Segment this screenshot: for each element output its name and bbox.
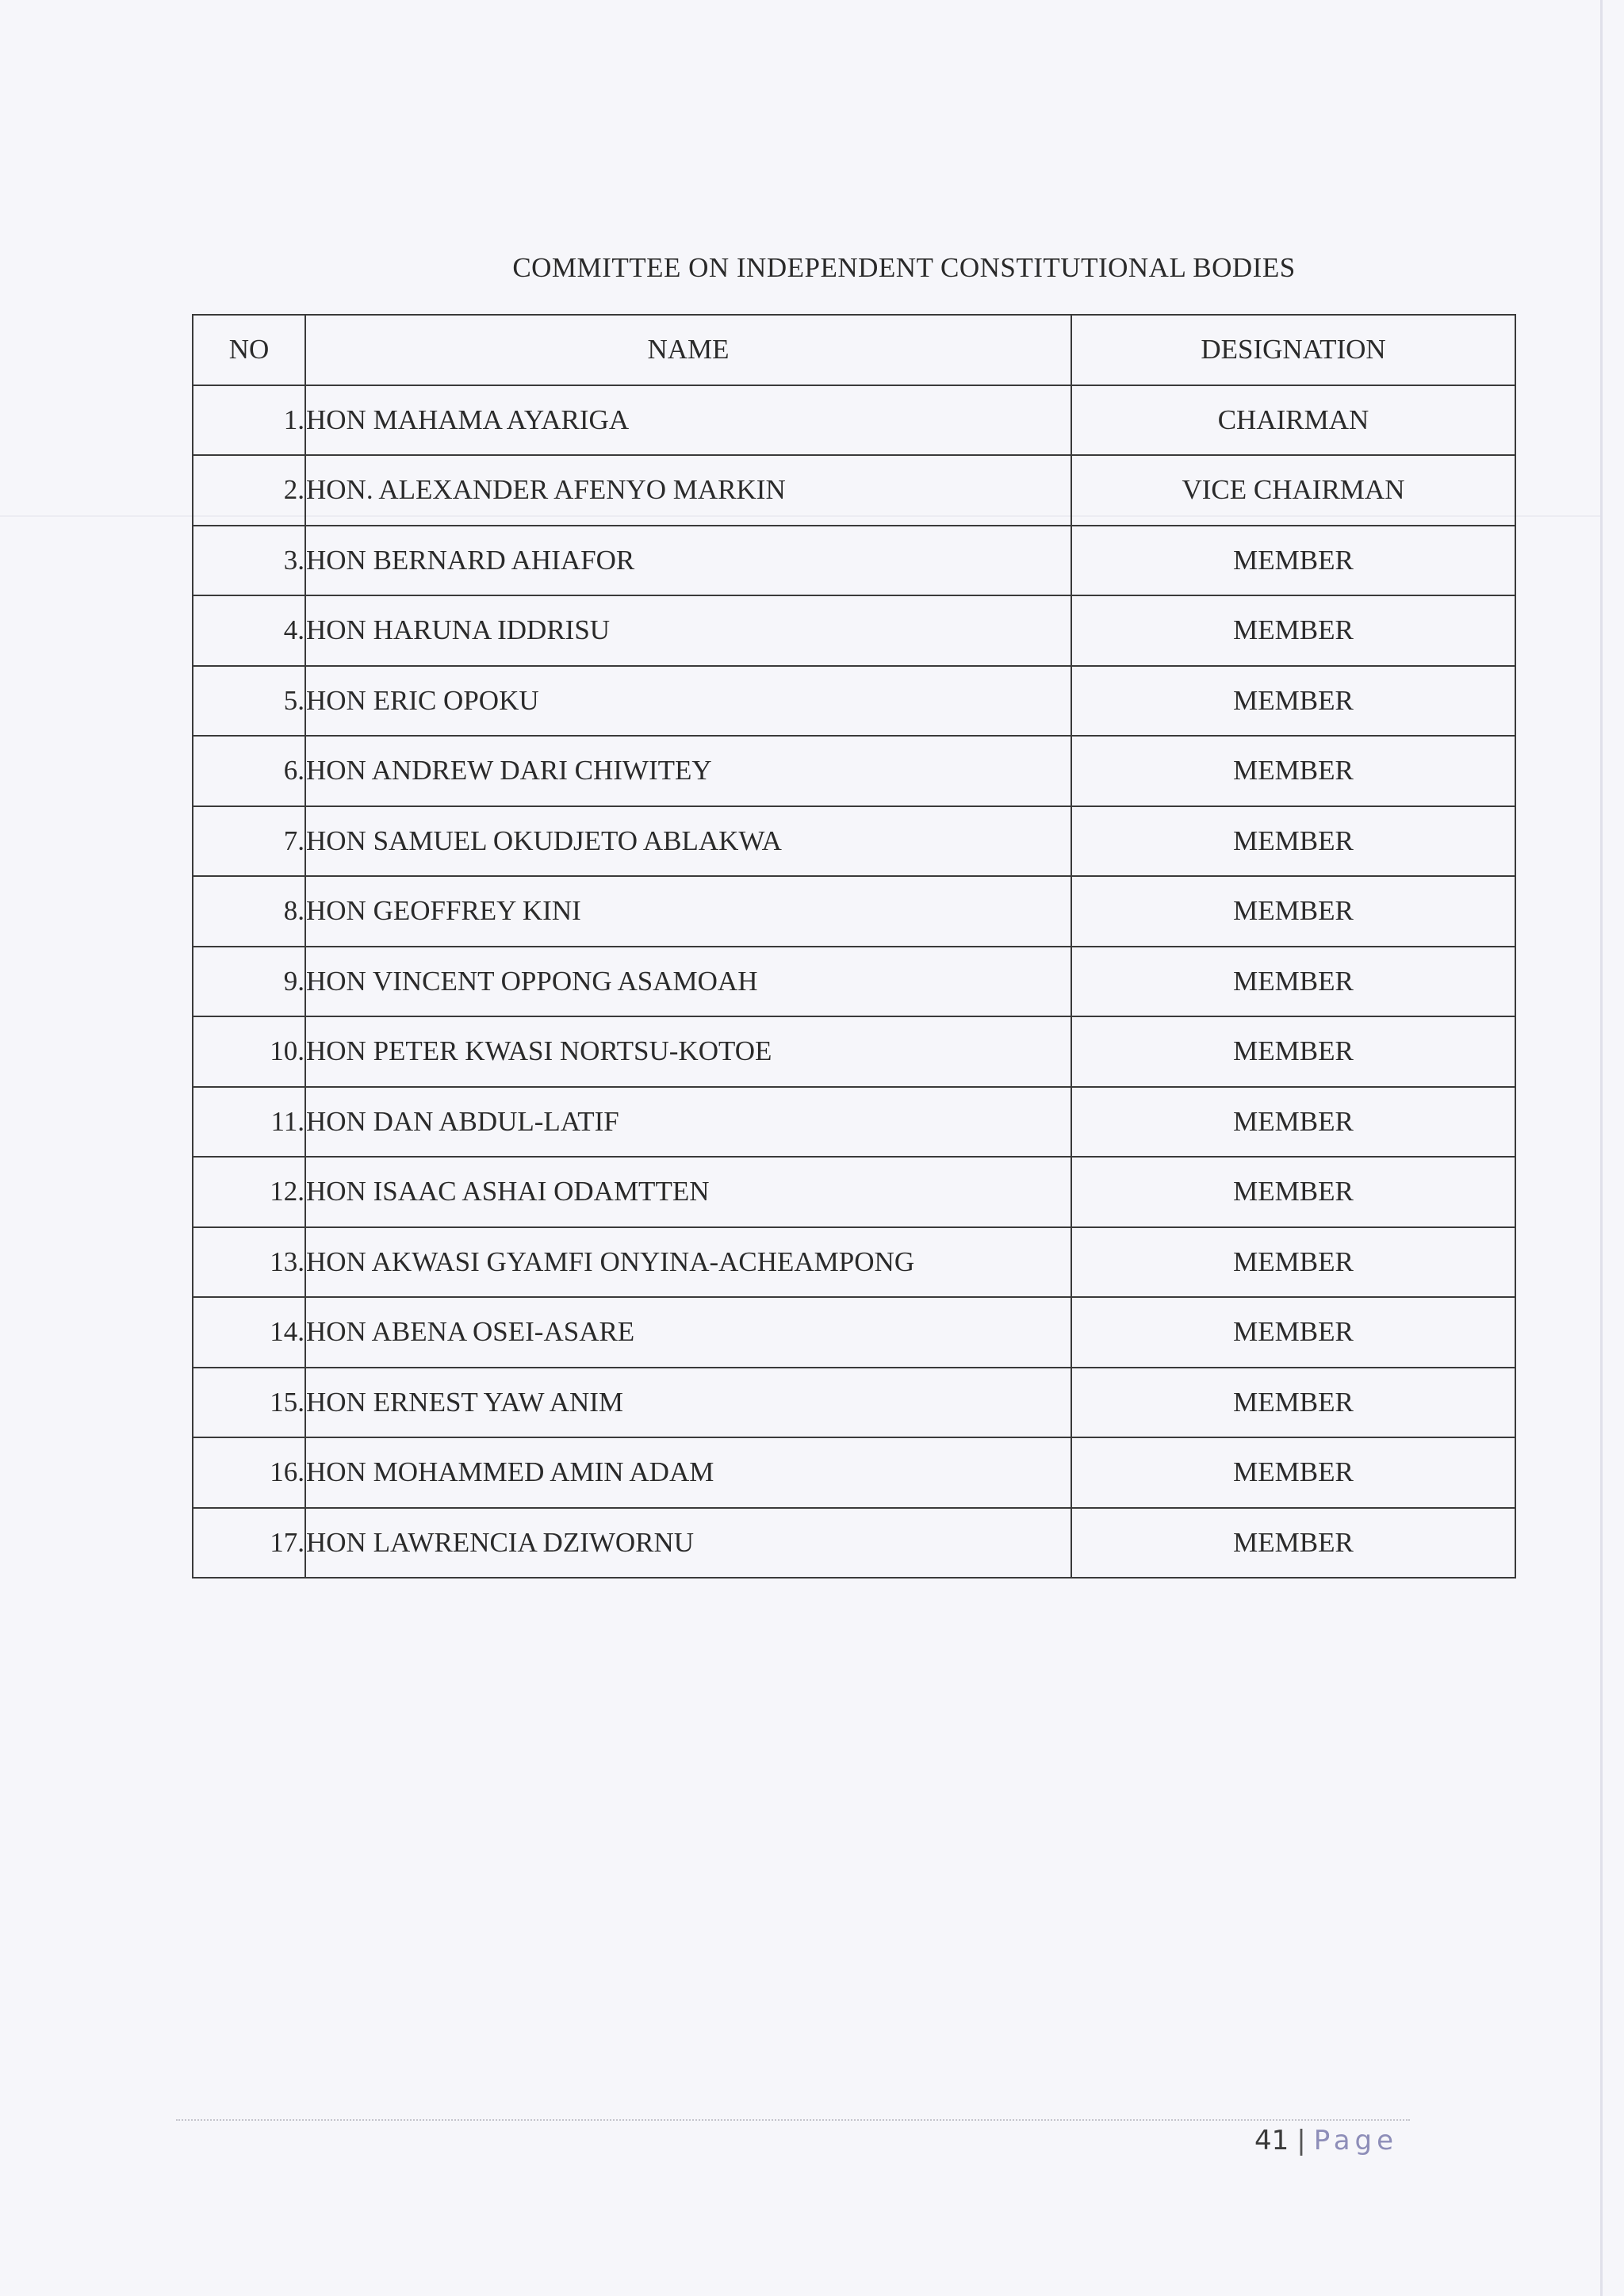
page-word: Page	[1313, 2125, 1399, 2156]
table-row	[193, 1157, 1515, 1227]
row-number: 9.	[193, 947, 305, 1017]
member-designation: MEMBER	[1071, 736, 1515, 806]
member-name: HON PETER KWASI NORTSU-KOTOE	[305, 1016, 1071, 1087]
member-name: HON SAMUEL OKUDJETO ABLAKWA	[305, 806, 1071, 877]
member-name: HON MAHAMA AYARIGA	[305, 385, 1071, 456]
table-row	[193, 666, 1515, 737]
member-name: HON DAN ABDUL-LATIF	[305, 1087, 1071, 1158]
row-number: 15.	[193, 1368, 305, 1438]
table-row	[193, 806, 1515, 877]
footer-rule	[176, 2119, 1410, 2121]
member-designation: VICE CHAIRMAN	[1071, 455, 1515, 526]
page-number: 41	[1254, 2125, 1289, 2156]
table-row	[193, 947, 1515, 1017]
table-header-row	[193, 315, 1515, 385]
member-name: HON GEOFFREY KINI	[305, 876, 1071, 947]
row-number: 3.	[193, 526, 305, 596]
table-row	[193, 736, 1515, 806]
row-number: 11.	[193, 1087, 305, 1158]
member-designation: MEMBER	[1071, 1157, 1515, 1227]
member-designation: MEMBER	[1071, 876, 1515, 947]
table-row	[193, 1016, 1515, 1087]
row-number: 14.	[193, 1297, 305, 1368]
member-designation: MEMBER	[1071, 1368, 1515, 1438]
column-header-name: NAME	[305, 315, 1071, 385]
table-row	[193, 595, 1515, 666]
member-designation: MEMBER	[1071, 595, 1515, 666]
table-row	[193, 876, 1515, 947]
member-designation: CHAIRMAN	[1071, 385, 1515, 456]
member-designation: MEMBER	[1071, 1227, 1515, 1298]
row-number: 2.	[193, 455, 305, 526]
member-designation: MEMBER	[1071, 1297, 1515, 1368]
document-title: COMMITTEE ON INDEPENDENT CONSTITUTIONAL BODIES	[512, 252, 1296, 283]
table-row	[193, 1368, 1515, 1438]
row-number: 8.	[193, 876, 305, 947]
table-row	[193, 385, 1515, 456]
row-number: 7.	[193, 806, 305, 877]
column-header-designation: DESIGNATION	[1071, 315, 1515, 385]
column-header-no: NO	[193, 315, 305, 385]
row-number: 5.	[193, 666, 305, 737]
table-row	[193, 1087, 1515, 1158]
table-row	[193, 1437, 1515, 1508]
member-name: HON HARUNA IDDRISU	[305, 595, 1071, 666]
row-number: 13.	[193, 1227, 305, 1298]
table-row	[193, 1227, 1515, 1298]
member-designation: MEMBER	[1071, 1508, 1515, 1578]
table-row	[193, 1508, 1515, 1578]
member-designation: MEMBER	[1071, 1016, 1515, 1087]
member-name: HON LAWRENCIA DZIWORNU	[305, 1508, 1071, 1578]
member-designation: MEMBER	[1071, 526, 1515, 596]
member-designation: MEMBER	[1071, 1437, 1515, 1508]
row-number: 6.	[193, 736, 305, 806]
member-designation: MEMBER	[1071, 806, 1515, 877]
member-name: HON ERIC OPOKU	[305, 666, 1071, 737]
table-row	[193, 1297, 1515, 1368]
member-designation: MEMBER	[1071, 1087, 1515, 1158]
page-edge	[1600, 0, 1603, 2296]
member-name: HON MOHAMMED AMIN ADAM	[305, 1437, 1071, 1508]
member-name: HON AKWASI GYAMFI ONYINA-ACHEAMPONG	[305, 1227, 1071, 1298]
member-name: HON ABENA OSEI-ASARE	[305, 1297, 1071, 1368]
member-designation: MEMBER	[1071, 666, 1515, 737]
member-name: HON. ALEXANDER AFENYO MARKIN	[305, 455, 1071, 526]
member-designation: MEMBER	[1071, 947, 1515, 1017]
footer-separator: |	[1297, 2125, 1306, 2156]
row-number: 4.	[193, 595, 305, 666]
row-number: 1.	[193, 385, 305, 456]
page-footer	[1254, 2125, 1398, 2156]
committee-members-table	[192, 314, 1516, 1578]
row-number: 17.	[193, 1508, 305, 1578]
member-name: HON BERNARD AHIAFOR	[305, 526, 1071, 596]
row-number: 10.	[193, 1016, 305, 1087]
row-number: 12.	[193, 1157, 305, 1227]
member-name: HON ISAAC ASHAI ODAMTTEN	[305, 1157, 1071, 1227]
member-name: HON ERNEST YAW ANIM	[305, 1368, 1071, 1438]
member-name: HON ANDREW DARI CHIWITEY	[305, 736, 1071, 806]
table-row	[193, 526, 1515, 596]
member-name: HON VINCENT OPPONG ASAMOAH	[305, 947, 1071, 1017]
table-row	[193, 455, 1515, 526]
row-number: 16.	[193, 1437, 305, 1508]
